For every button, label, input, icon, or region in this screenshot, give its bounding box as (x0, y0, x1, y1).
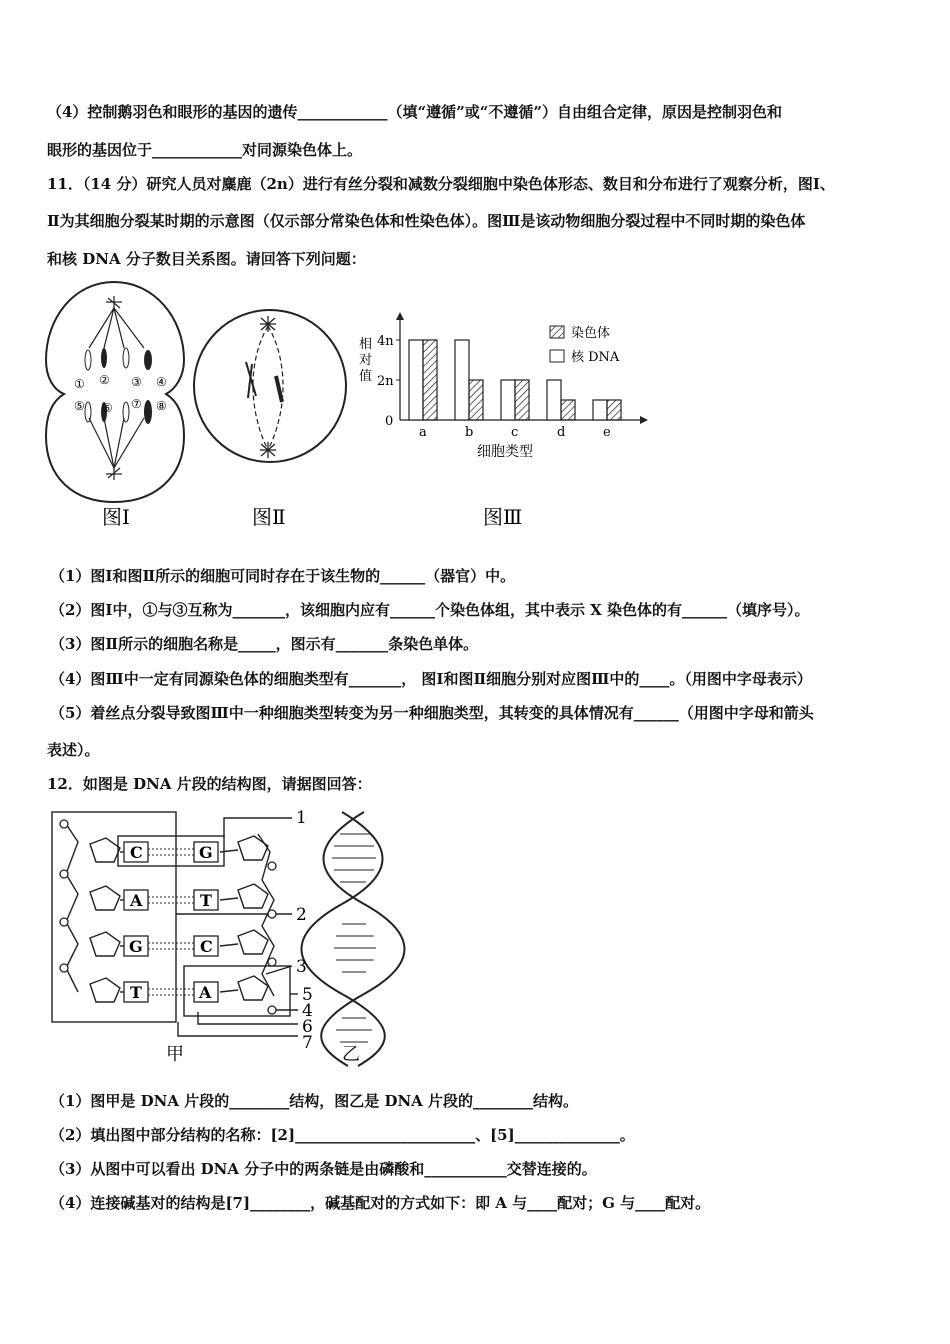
q12-part3: （3）从图中可以看出 DNA 分子中的两条链是由磷酸和___________交替连接的。 (50, 1160, 597, 1178)
base-right-3: C (200, 937, 213, 956)
chromosome-number-2: ② (99, 373, 110, 387)
bar-chromosome-d (561, 400, 575, 420)
chromosome-number-8: ⑧ (156, 399, 167, 413)
x-tick-d: d (557, 425, 566, 440)
q11-stem-line3: 和核 DNA 分子数目关系图。请回答下列问题： (47, 250, 366, 268)
x-tick-c: c (511, 425, 519, 440)
bar-dna-d (547, 380, 561, 420)
figure-3-label: 图Ⅲ (483, 505, 523, 529)
bar-dna-a (409, 340, 423, 420)
q11-part4: （4）图Ⅲ中一定有同源染色体的细胞类型有_______， 图Ⅰ和图Ⅱ细胞分别对应图Ⅲ中的____。（用图中字母表示） (50, 670, 812, 688)
bar-dna-c (501, 380, 515, 420)
bar-chromosome-b (469, 380, 483, 420)
bar-chromosome-c (515, 380, 529, 420)
marker-1: 1 (296, 808, 307, 828)
q12-stem: 12．如图是 DNA 片段的结构图，请据图回答： (47, 775, 372, 793)
label-yi: 乙 (342, 1044, 360, 1065)
q11-stem-line2: Ⅱ为其细胞分裂某时期的示意图（仅示部分常染色体和性染色体）。图Ⅲ是该动物细胞分裂过程中不同时期的染色体 (47, 212, 806, 230)
marker-6: 6 (302, 1017, 313, 1037)
legend-swatch-chromosome (550, 326, 564, 338)
chart-xlabel: 细胞类型 (477, 444, 533, 460)
y-tick-2n: 2n (377, 374, 394, 389)
base-left-2: A (130, 891, 143, 910)
chromosome-number-1: ① (74, 377, 85, 391)
base-left-4: T (130, 983, 142, 1002)
q11-part5-line1: （5）着丝点分裂导致图Ⅲ中一种细胞类型转变为另一种细胞类型，其转变的具体情况有______（用图中字母和箭头 (50, 704, 814, 722)
q11-part2: （2）图Ⅰ中，①与③互称为_______，该细胞内应有______个染色体组，其中表示 X 染色体的有______（填序号）。 (50, 601, 810, 619)
q11-part1: （1）图Ⅰ和图Ⅱ所示的细胞可同时存在于该生物的______（器官）中。 (50, 567, 516, 585)
figure-2-label: 图Ⅱ (252, 505, 286, 529)
marker-5: 5 (302, 985, 313, 1005)
q11-part5-line2: 表述）。 (47, 741, 100, 759)
q10-part4-line1: （4）控制鹅羽色和眼形的基因的遗传____________（填“遵循”或“不遵循”）自由组合定律，原因是控制羽色和 (47, 103, 782, 121)
q12-part1: （1）图甲是 DNA 片段的________结构，图乙是 DNA 片段的________结构。 (50, 1092, 579, 1110)
label-jia: 甲 (166, 1044, 184, 1065)
bar-dna-e (593, 400, 607, 420)
figure-1 (44, 278, 194, 534)
chart-ylabel-part2: 对 (359, 353, 373, 368)
bar-chromosome-a (423, 340, 437, 420)
chart-ylabel-part1: 相 (359, 337, 373, 352)
x-tick-b: b (465, 425, 474, 440)
marker-7: 7 (302, 1033, 313, 1053)
dna-figure (48, 804, 418, 1072)
chromosome-number-7: ⑦ (131, 397, 142, 411)
base-left-3: G (129, 937, 143, 956)
figure-1-label: 图Ⅰ (102, 505, 130, 529)
chromosome-number-6: ⑥ (102, 401, 113, 415)
x-tick-e: e (603, 425, 611, 440)
chromosome-number-4: ④ (156, 375, 167, 389)
y-tick-0: 0 (385, 414, 394, 429)
figure-2 (190, 290, 350, 534)
q11-part3: （3）图Ⅱ所示的细胞名称是_____，图示有_______条染色单体。 (50, 635, 479, 653)
figure-3-chart (345, 310, 665, 540)
q12-part2: （2）填出图中部分结构的名称：[2]________________________、[5]______________。 (50, 1126, 635, 1144)
bar-chromosome-e (607, 400, 621, 420)
x-tick-a: a (419, 425, 427, 440)
base-right-2: T (200, 891, 212, 910)
legend-label-chromosome: 染色体 (571, 326, 611, 341)
base-right-4: A (199, 983, 212, 1002)
legend-swatch-dna (550, 350, 564, 362)
base-right-1: G (199, 843, 213, 862)
q11-stem-line1: 11．（14 分）研究人员对麋鹿（2n）进行有丝分裂和减数分裂细胞中染色体形态、数目和分布进行了观察分析，图Ⅰ、 (47, 175, 835, 193)
chromosome-number-3: ③ (131, 375, 142, 389)
chromosome-number-5: ⑤ (74, 399, 85, 413)
chart-ylabel-part3: 值 (359, 369, 373, 384)
q12-part4: （4）连接碱基对的结构是[7]________，碱基配对的方式如下：即 A 与____配对；G 与____配对。 (50, 1194, 711, 1212)
q10-part4-line2: 眼形的基因位于____________对同源染色体上。 (47, 141, 363, 159)
marker-4: 4 (302, 1001, 313, 1021)
bar-dna-b (455, 340, 469, 420)
y-tick-4n: 4n (377, 334, 394, 349)
legend-label-dna: 核 DNA (571, 350, 620, 365)
base-left-1: C (130, 843, 143, 862)
marker-2: 2 (296, 905, 307, 925)
marker-3: 3 (296, 957, 307, 977)
